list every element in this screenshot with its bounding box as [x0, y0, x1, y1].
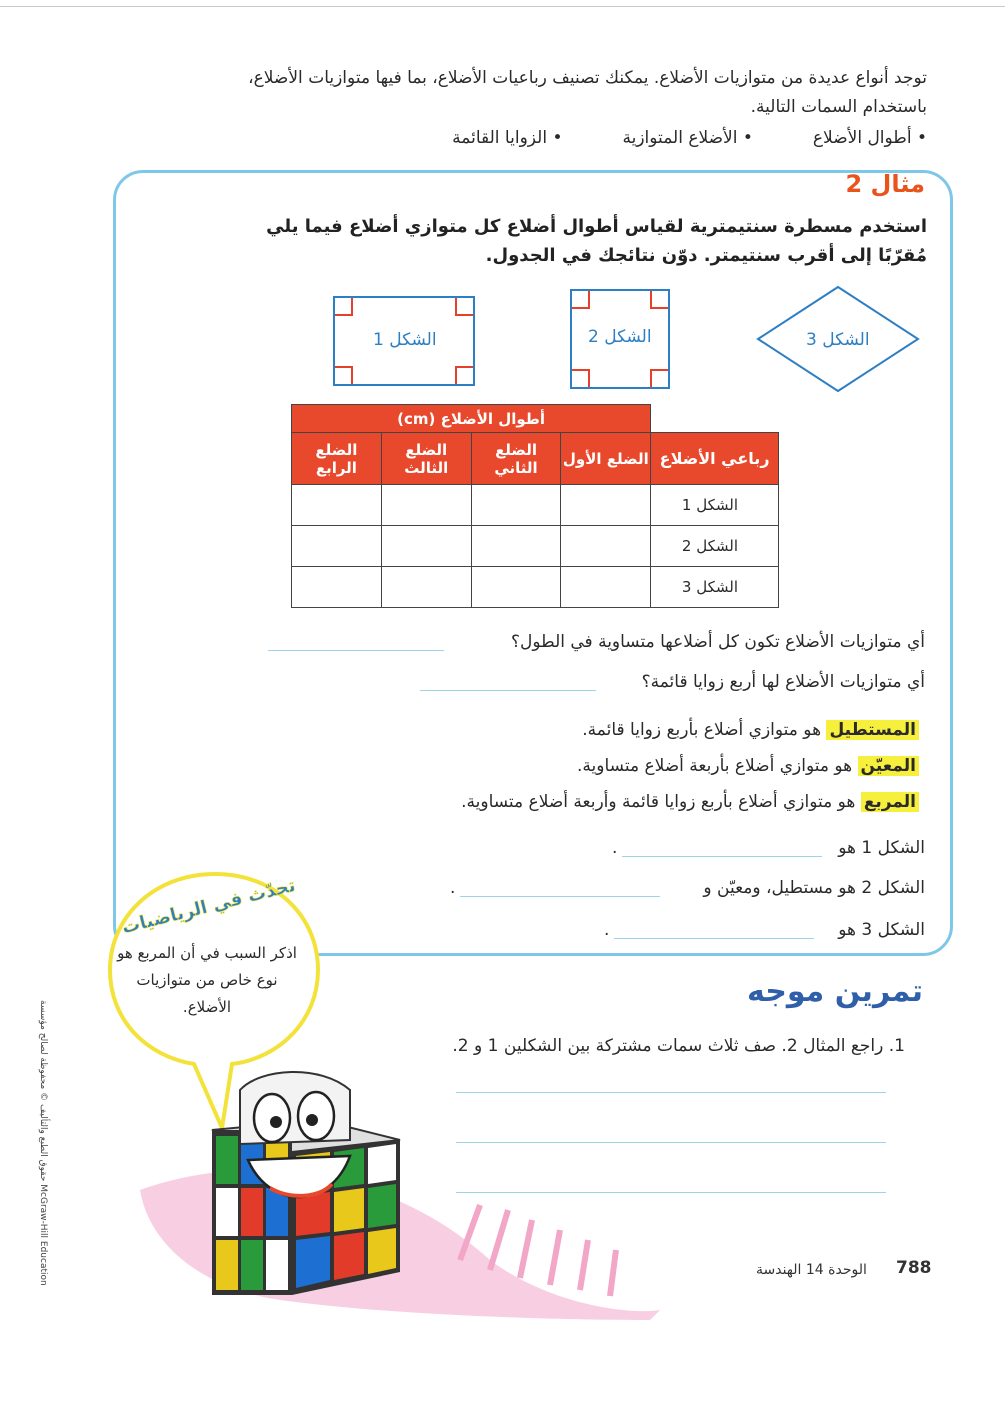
example-title: مثال 2 — [845, 170, 925, 198]
unit-label: الوحدة 14 الهندسة — [756, 1262, 867, 1278]
fill-2-end: . — [450, 878, 456, 898]
fill-1-end: . — [612, 838, 618, 858]
table-col-header: الضلع الأول — [561, 433, 651, 485]
definition-text: هو متوازي أضلاع بأربع زوايا قائمة. — [582, 720, 822, 740]
intro-paragraph: توجد أنواع عديدة من متوازيات الأضلاع. يمكنك تصنيف رباعيات الأضلاع، بما فيها متوازيات الأضلاع، باستخدام السمات التالية. — [248, 68, 927, 117]
table-col-header: الضلع الثاني — [471, 433, 561, 485]
talk-math-title: تحدّث في الرياضيات — [119, 874, 298, 938]
definition-rectangle — [582, 720, 919, 740]
shape-2-label: الشكل 2 — [588, 327, 652, 347]
rubik-cube-mascot — [200, 1060, 410, 1300]
question-2: أي متوازيات الأضلاع لها أربع زوايا قائمة؟ — [641, 672, 925, 692]
table-row-label: الشكل 3 — [651, 567, 779, 608]
bullet-item: • أطوال الأضلاع — [813, 128, 927, 148]
table-row — [292, 526, 779, 567]
bullet-list — [452, 128, 927, 148]
guided-practice-title: تمرين موجه — [747, 974, 923, 1009]
table-cell[interactable] — [561, 567, 651, 608]
table-cell[interactable] — [471, 485, 561, 526]
fill-3-label: الشكل 3 هو — [838, 920, 925, 940]
definition-rhombus — [577, 756, 919, 776]
table-row — [292, 567, 779, 608]
answer-line-2[interactable] — [420, 690, 596, 691]
bullet-item: • الأضلاع المتوازية — [623, 128, 753, 148]
shape-3-label: الشكل 3 — [806, 330, 870, 350]
table-cell[interactable] — [381, 526, 471, 567]
table-col-header: الضلع الثالث — [381, 433, 471, 485]
table-cell[interactable] — [381, 485, 471, 526]
fill-3-end: . — [604, 920, 610, 940]
fill-2-line[interactable] — [460, 896, 660, 897]
table-cell[interactable] — [292, 526, 382, 567]
definition-text: هو متوازي أضلاع بأربعة أضلاع متساوية. — [577, 756, 853, 776]
fill-3-line[interactable] — [614, 938, 814, 939]
shape-1-rectangle — [333, 296, 475, 386]
definition-square — [461, 792, 919, 812]
page-number: 788 — [896, 1258, 932, 1278]
exercise-1: 1. راجع المثال 2. صف ثلاث سمات مشتركة بين الشكلين 1 و 2. — [452, 1036, 905, 1056]
fill-1-line[interactable] — [622, 856, 822, 857]
top-rule — [0, 6, 1005, 7]
example-instruction: استخدم مسطرة سنتيمترية لقياس أطوال أضلاع كل متوازي أضلاع فيما يلي مُقرّبًا إلى أقرب سنتيمتر. دوّن نتائجك في الجدول. — [266, 216, 927, 266]
bubble-prompt: اذكر السبب في أن المربع هو نوع خاص من متوازيات الأضلاع. — [117, 944, 297, 1016]
copyright-notice: حقوق الطبع والتأليف © محفوظة لصالح مؤسسة McGraw-Hill Education — [38, 1000, 48, 1286]
table-cell[interactable] — [561, 526, 651, 567]
talk-math-logo — [112, 872, 308, 938]
table-col-header: الضلع الرابع — [292, 433, 382, 485]
table-row-label: الشكل 1 — [651, 485, 779, 526]
table-cell[interactable] — [381, 567, 471, 608]
table-cell[interactable] — [292, 485, 382, 526]
term-rhombus: المعيّن — [858, 756, 919, 776]
definition-text: هو متوازي أضلاع بأربع زوايا قائمة وأربعة أضلاع متساوية. — [461, 792, 856, 812]
table-row — [292, 485, 779, 526]
table-row-label: الشكل 2 — [651, 526, 779, 567]
fill-2-label: الشكل 2 هو مستطيل، ومعيّن و — [703, 878, 925, 898]
shape-2-square — [570, 289, 670, 389]
question-1: أي متوازيات الأضلاع تكون كل أضلاعها متساوية في الطول؟ — [510, 632, 925, 652]
table-cell[interactable] — [471, 567, 561, 608]
answer-line-1[interactable] — [268, 650, 444, 651]
term-square: المربع — [861, 792, 919, 812]
fill-1-label: الشكل 1 هو — [838, 838, 925, 858]
table-cell[interactable] — [561, 485, 651, 526]
table-group-header: أطوال الأضلاع (cm) — [292, 405, 651, 433]
bullet-item: • الزوايا القائمة — [452, 128, 562, 148]
term-rectangle: المستطيل — [826, 720, 919, 740]
shape-1-label: الشكل 1 — [373, 330, 437, 350]
table-cell[interactable] — [471, 526, 561, 567]
table-row-header: رباعي الأضلاع — [651, 433, 779, 485]
exercise-answer-line[interactable] — [456, 1092, 886, 1093]
table-cell[interactable] — [292, 567, 382, 608]
measurement-table — [291, 404, 779, 608]
